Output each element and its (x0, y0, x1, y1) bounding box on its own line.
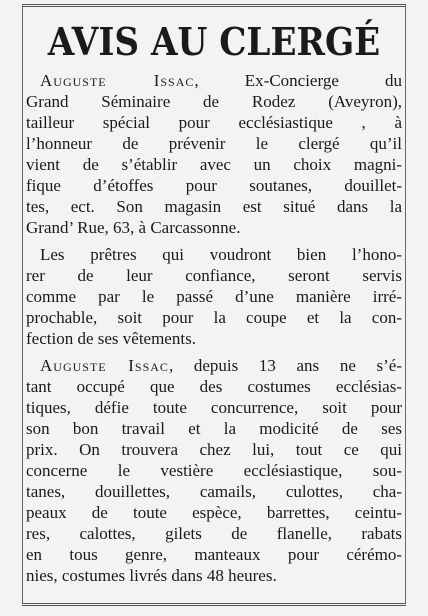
text-line: fique d’étoffes pour soutanes, douillet- (26, 176, 402, 195)
right-column-rule (405, 4, 406, 604)
text-line: Grand Séminaire de Rodez (Aveyron), (26, 92, 402, 111)
text-line: tant occupé que des costumes ecclésias- (26, 377, 402, 396)
text-line: tes, ect. Son magasin est situé dans la (26, 197, 402, 216)
text-line: vient de s’établir avec un choix magni- (26, 155, 402, 174)
text-line: Grand’ Rue, 63, à Carcassonne. (26, 218, 241, 237)
paragraph-services (26, 355, 402, 586)
text-line: comme par le passé d’une manière irré- (26, 287, 402, 306)
bottom-border-rule (22, 603, 406, 606)
advertisement-title: AVIS AU CLERGÉ (47, 19, 381, 64)
text-line: res, calottes, gilets de flanelle, rabats (26, 524, 402, 543)
text-line: Les prêtres qui voudront bien l’hono- (40, 245, 402, 264)
text-line: l’honneur de prévenir le clergé qu’il (26, 134, 402, 153)
text-line: tailleur spécial pour ecclésiastique , à (26, 113, 402, 132)
left-column-rule (22, 4, 23, 604)
paragraph-invitation (26, 244, 402, 349)
text-line: prochable, soit pour la coupe et la con- (26, 308, 402, 327)
text-line: en tous genre, manteaux pour cérémo- (26, 545, 402, 564)
paragraph-announcement (26, 70, 402, 238)
text-line: Auguste Issac, depuis 13 ans ne s’é- (40, 356, 402, 375)
text-line: tanes, douillettes, camails, culottes, cha- (26, 482, 402, 501)
text-line: son bon travail et la modicité de ses (26, 419, 402, 438)
text-line: nies, costumes livrés dans 48 heures. (26, 566, 277, 585)
merchant-name: Auguste Issac (40, 71, 195, 90)
text-line: tiques, défie toute concurrence, soit pour (26, 398, 402, 417)
text-line: peaux de toute espèce, barrettes, ceintu- (26, 503, 402, 522)
text-line: Auguste Issac, Ex-Concierge du (40, 71, 402, 90)
advertisement (26, 14, 402, 586)
text-line: rer de leur confiance, seront servis (26, 266, 402, 285)
merchant-name: Auguste Issac (40, 356, 169, 375)
text-line: prix. On trouvera chez lui, tout ce qui (26, 440, 402, 459)
text-line: fection de ses vêtements. (26, 329, 196, 348)
top-border-rule (22, 4, 406, 7)
text-line: concerne le vestière ecclésiastique, sou- (26, 461, 402, 480)
